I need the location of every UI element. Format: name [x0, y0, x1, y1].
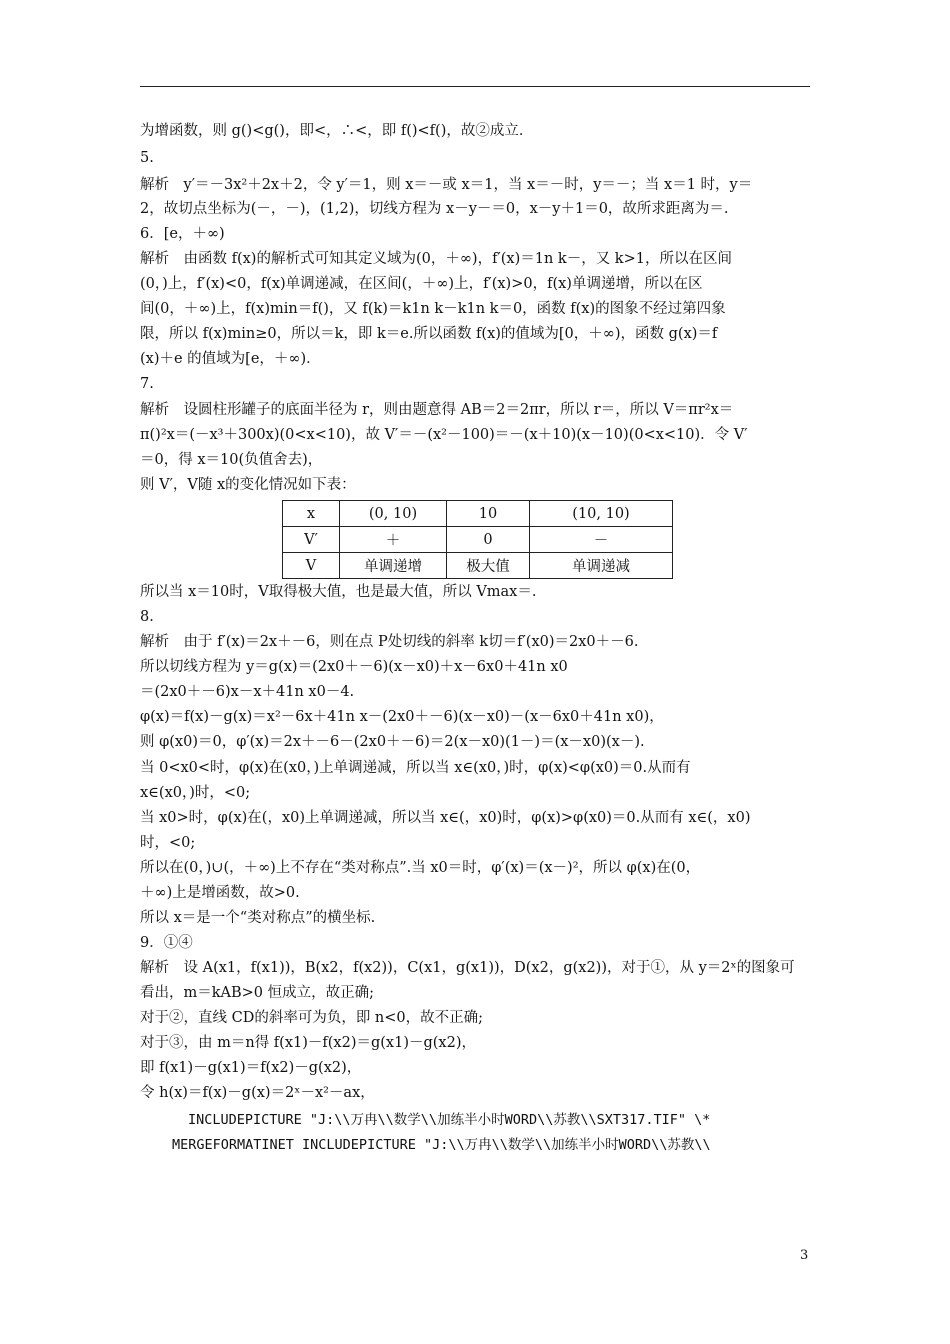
text-line: (x)＋e 的值域为[e，＋∞)．	[140, 351, 321, 367]
text-line: ＋∞)上是增函数，故>0.	[140, 885, 300, 901]
text-line: 限，所以 f(x)min≥0，所以＝k，即 k＝e.所以函数 f(x)的值域为[0，＋∞)，函数 g(x)＝f	[140, 326, 718, 342]
table-cell: 单调递减	[530, 553, 673, 579]
table-cell: V	[283, 553, 340, 579]
text-line: 对于②，直线 CD的斜率可为负，即 n<0，故不正确;	[140, 1010, 484, 1026]
text-line: 间(0，＋∞)上，f(x)min＝f()，又 f(k)＝k1n k－k1n k＝0，函数 f(x)的图象不经过第四象	[140, 301, 726, 317]
table-cell: (0, 10)	[340, 501, 447, 527]
text-line: (0，)上，f′(x)<0，f(x)单调递减，在区间(，＋∞)上，f′(x)>0，f(x)单调递增，所以在区	[140, 276, 703, 292]
page-number: 3	[800, 1248, 809, 1263]
table-row	[283, 501, 673, 527]
text-line: 令 h(x)＝f(x)－g(x)＝2ˣ－x²－ax，	[140, 1085, 375, 1101]
field-code-line: INCLUDEPICTURE "J:\\万冉\\数学\\加练半小时WORD\\苏教\\SXT317.TIF" \*	[188, 1112, 711, 1128]
text-line: 所以在(0，)∪(，＋∞)上不存在“类对称点”.当 x0＝时，φ′(x)＝(x－)²，所以 φ(x)在(0，	[140, 860, 701, 876]
table-cell: V′	[283, 527, 340, 553]
text-line: 9．①④	[140, 935, 193, 951]
text-line: π()²x＝(－x³＋300x)(0<x<10)，故 V′＝－(x²－100)＝－(x＋10)(x－10)(0<x<10)．令 V′	[140, 427, 748, 443]
text-line: 解析 由于 f′(x)＝2x＋－6，则在点 P处切线的斜率 k切＝f′(x0)＝2x0＋－6.	[140, 634, 639, 650]
text-line: 解析 设 A(x1，f(x1))，B(x2，f(x2))，C(x1，g(x1))，D(x2，g(x2))，对于①，从 y＝2ˣ的图象可	[140, 960, 795, 976]
text-line: 当 x0>时，φ(x)在(，x0)上单调递减，所以当 x∈(，x0)时，φ(x)>φ(x0)＝0.从而有 x∈(，x0)	[140, 810, 751, 826]
text-line: 解析 设圆柱形罐子的底面半径为 r，则由题意得 AB＝2＝2πr，所以 r＝，所以 V＝πr²x＝	[140, 402, 734, 418]
text-line: 即 f(x1)－g(x1)＝f(x2)－g(x2)，	[140, 1060, 362, 1076]
variation-table	[282, 500, 673, 579]
text-line: 解析 y′＝－3x²＋2x＋2，令 y′＝1，则 x＝－或 x＝1，当 x＝－时，y＝－；当 x＝1 时，y＝	[140, 177, 753, 193]
text-line: 时，<0;	[140, 835, 196, 851]
table-row	[283, 527, 673, 553]
table-row	[283, 553, 673, 579]
text-line: ＝(2x0＋－6)x－x＋41n x0－4.	[140, 684, 355, 700]
table-cell: ＋	[340, 527, 447, 553]
text-line: 所以当 x＝10时，V取得极大值，也是最大值，所以 Vmax＝.	[140, 584, 537, 600]
header-rule	[140, 86, 810, 87]
table-cell: 极大值	[447, 553, 530, 579]
text-line: 2，故切点坐标为(－，－)，(1,2)，切线方程为 x－y－＝0，x－y＋1＝0，故所求距离为＝.	[140, 201, 729, 217]
text-line: 则 V′，V随 x的变化情况如下表：	[140, 477, 356, 493]
table-cell: 0	[447, 527, 530, 553]
text-line: 所以切线方程为 y＝g(x)＝(2x0＋－6)(x－x0)＋x－6x0＋41n x0	[140, 659, 568, 675]
text-line: 7.	[140, 376, 154, 392]
text-line: φ(x)＝f(x)－g(x)＝x²－6x＋41n x－(2x0＋－6)(x－x0)－(x－6x0＋41n x0)，	[140, 709, 664, 725]
text-line: 6．[e，＋∞)	[140, 226, 225, 242]
text-line: 对于③，由 m＝n得 f(x1)－f(x2)＝g(x1)－g(x2)，	[140, 1035, 476, 1051]
table-cell: －	[530, 527, 673, 553]
text-line: 看出，m＝kAB>0 恒成立，故正确;	[140, 985, 375, 1001]
text-line: 5.	[140, 150, 154, 166]
table-cell: (10, 10)	[530, 501, 673, 527]
table-cell: x	[283, 501, 340, 527]
text-line: 则 φ(x0)＝0，φ′(x)＝2x＋－6－(2x0＋－6)＝2(x－x0)(1－)＝(x－x0)(x－).	[140, 734, 645, 750]
text-line: 所以 x＝是一个“类对称点”的横坐标.	[140, 910, 376, 926]
text-line: ＝0，得 x＝10(负值舍去)，	[140, 452, 323, 468]
text-line: 为增函数，则 g()<g()，即<，∴<，即 f()<f()，故②成立．	[140, 123, 534, 139]
text-line: 解析 由函数 f(x)的解析式可知其定义域为(0，＋∞)，f′(x)＝1n k－，又 k>1，所以在区间	[140, 251, 732, 267]
field-code-line: MERGEFORMATINET INCLUDEPICTURE "J:\\万冉\\数学\\加练半小时WORD\\苏教\\	[172, 1137, 711, 1153]
table-cell: 单调递增	[340, 553, 447, 579]
table-cell: 10	[447, 501, 530, 527]
text-line: 8.	[140, 609, 154, 625]
text-line: x∈(x0，)时，<0;	[140, 785, 251, 801]
text-line: 当 0<x0<时，φ(x)在(x0，)上单调递减，所以当 x∈(x0，)时，φ(x)<φ(x0)＝0.从而有	[140, 760, 691, 776]
